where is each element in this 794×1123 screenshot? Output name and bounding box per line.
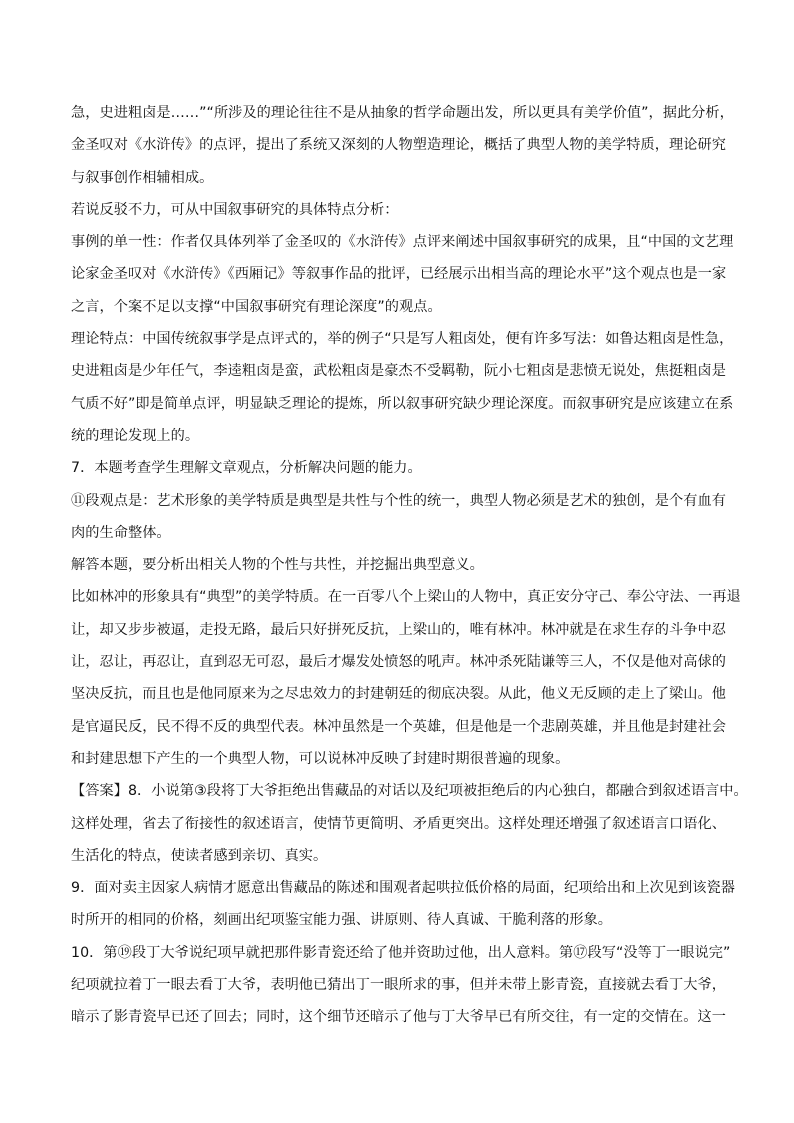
text-line: 统的理论发现上的。 bbox=[71, 427, 200, 444]
text-line: 肉的生命整体。 bbox=[71, 524, 171, 541]
text-line: 史进粗卤是少年任气，李逵粗卤是蛮，武松粗卤是豪杰不受羁勒，阮小七粗卤是悲愤无说处，焦挺粗卤是 bbox=[71, 363, 726, 380]
text-line: 比如林冲的形象具有“典型”的美学特质。在一百零八个上梁山的人物中，真正安分守己、奉公守法、一再退 bbox=[71, 589, 741, 606]
text-line: 气质不好”即是简单点评，明显缺乏理论的提炼，所以叙事研究缺少理论深度。而叙事研究是应该建立在系 bbox=[71, 395, 734, 412]
text-line: 理论特点：中国传统叙事学是点评式的，举的例子“只是写人粗卤处，便有许多写法：如鲁达粗卤是性急， bbox=[71, 331, 734, 348]
text-line: 急，史进粗卤是……”“所涉及的理论往往不是从抽象的哲学命题出发，所以更具有美学价值”，据此分析， bbox=[71, 105, 734, 121]
text-line: 和封建思想下产生的一个典型人物，可以说林冲反映了封建时期很普遍的现象。 bbox=[71, 750, 570, 767]
text-line: ⑪段观点是：艺术形象的美学特质是典型是共性与个性的统一，典型人物必须是艺术的独创，是个有血有 bbox=[71, 492, 726, 509]
text-line: 金圣叹对《水浒传》的点评，提出了系统又深刻的人物塑造理论，概括了典型人物的美学特质，理论研究 bbox=[71, 137, 726, 154]
text-line: 坚决反抗，而且也是他同原来为之尽忠效力的封建朝廷的彻底决裂。从此，他义无反顾的走上了梁山。他 bbox=[71, 686, 726, 703]
text-line: 与叙事创作相辅相成。 bbox=[71, 169, 214, 186]
text-line: 解答本题，要分析出相关人物的个性与共性，并挖掘出典型意义。 bbox=[71, 557, 484, 574]
answer-8-line: 【答案】8．小说第③段将丁大爷拒绝出售藏品的对话以及纪项被拒绝后的内心独白，都融合到叙述语言中。 bbox=[71, 783, 748, 800]
text-line: 让，忍让，再忍让，直到忍无可忍，最后才爆发处愤怒的吼声。林冲杀死陆谦等三人，不仅是他对高俅的 bbox=[71, 654, 726, 671]
question-10-line: 10．第⑲段丁大爷说纪项早就把那件影青瓷还给了他并资助过他，出人意料。第⑰段写“没等丁一眼说完” bbox=[71, 944, 731, 961]
text-line: 是官逼民反，民不得不反的典型代表。林冲虽然是一个英雄，但是他是一个悲剧英雄，并且他是封建社会 bbox=[71, 718, 726, 735]
text-line: 纪项就拉着丁一眼去看丁大爷，表明他已猜出丁一眼所求的事，但并未带上影青瓷，直接就去看丁大爷， bbox=[71, 977, 726, 994]
text-line: 让，却又步步被逼，走投无路，最后只好拼死反抗，上梁山的，唯有林冲。林冲就是在求生存的斗争中忍 bbox=[71, 621, 726, 638]
text-line: 暗示了影青瓷早已还了回去；同时，这个细节还暗示了他与丁大爷早已有所交往，有一定的交情在。这一 bbox=[71, 1009, 726, 1026]
text-line: 若说反驳不力，可从中国叙事研究的具体特点分析： bbox=[71, 201, 399, 218]
text-line: 生活化的特点，使读者感到亲切、真实。 bbox=[71, 847, 328, 864]
question-7-line: 7．本题考查学生理解文章观点，分析解决问题的能力。 bbox=[71, 460, 422, 477]
text-line: 论家金圣叹对《水浒传》《西厢记》等叙事作品的批评，已经展示出相当高的理论水平”这个观点也是一家 bbox=[71, 266, 727, 283]
text-line: 时所开的相同的价格，刻画出纪项鉴宝能力强、讲原则、待人真诚、干脆利落的形象。 bbox=[71, 912, 613, 929]
text-line: 事例的单一性：作者仅具体列举了金圣叹的《水浒传》点评来阐述中国叙事研究的成果，且“中国的文艺理 bbox=[71, 234, 734, 251]
question-9-line: 9．面对卖主因家人病情才愿意出售藏品的陈述和围观者起哄拉低价格的局面，纪项给出和上次见到该瓷器 bbox=[71, 880, 736, 897]
text-line: 之言，个案不足以支撑“中国叙事研究有理论深度”的观点。 bbox=[71, 298, 442, 315]
document-body bbox=[71, 97, 748, 1034]
text-line: 这样处理，省去了衔接性的叙述语言，使情节更简明、矛盾更突出。这样处理还增强了叙述语言口语化、 bbox=[71, 815, 726, 832]
